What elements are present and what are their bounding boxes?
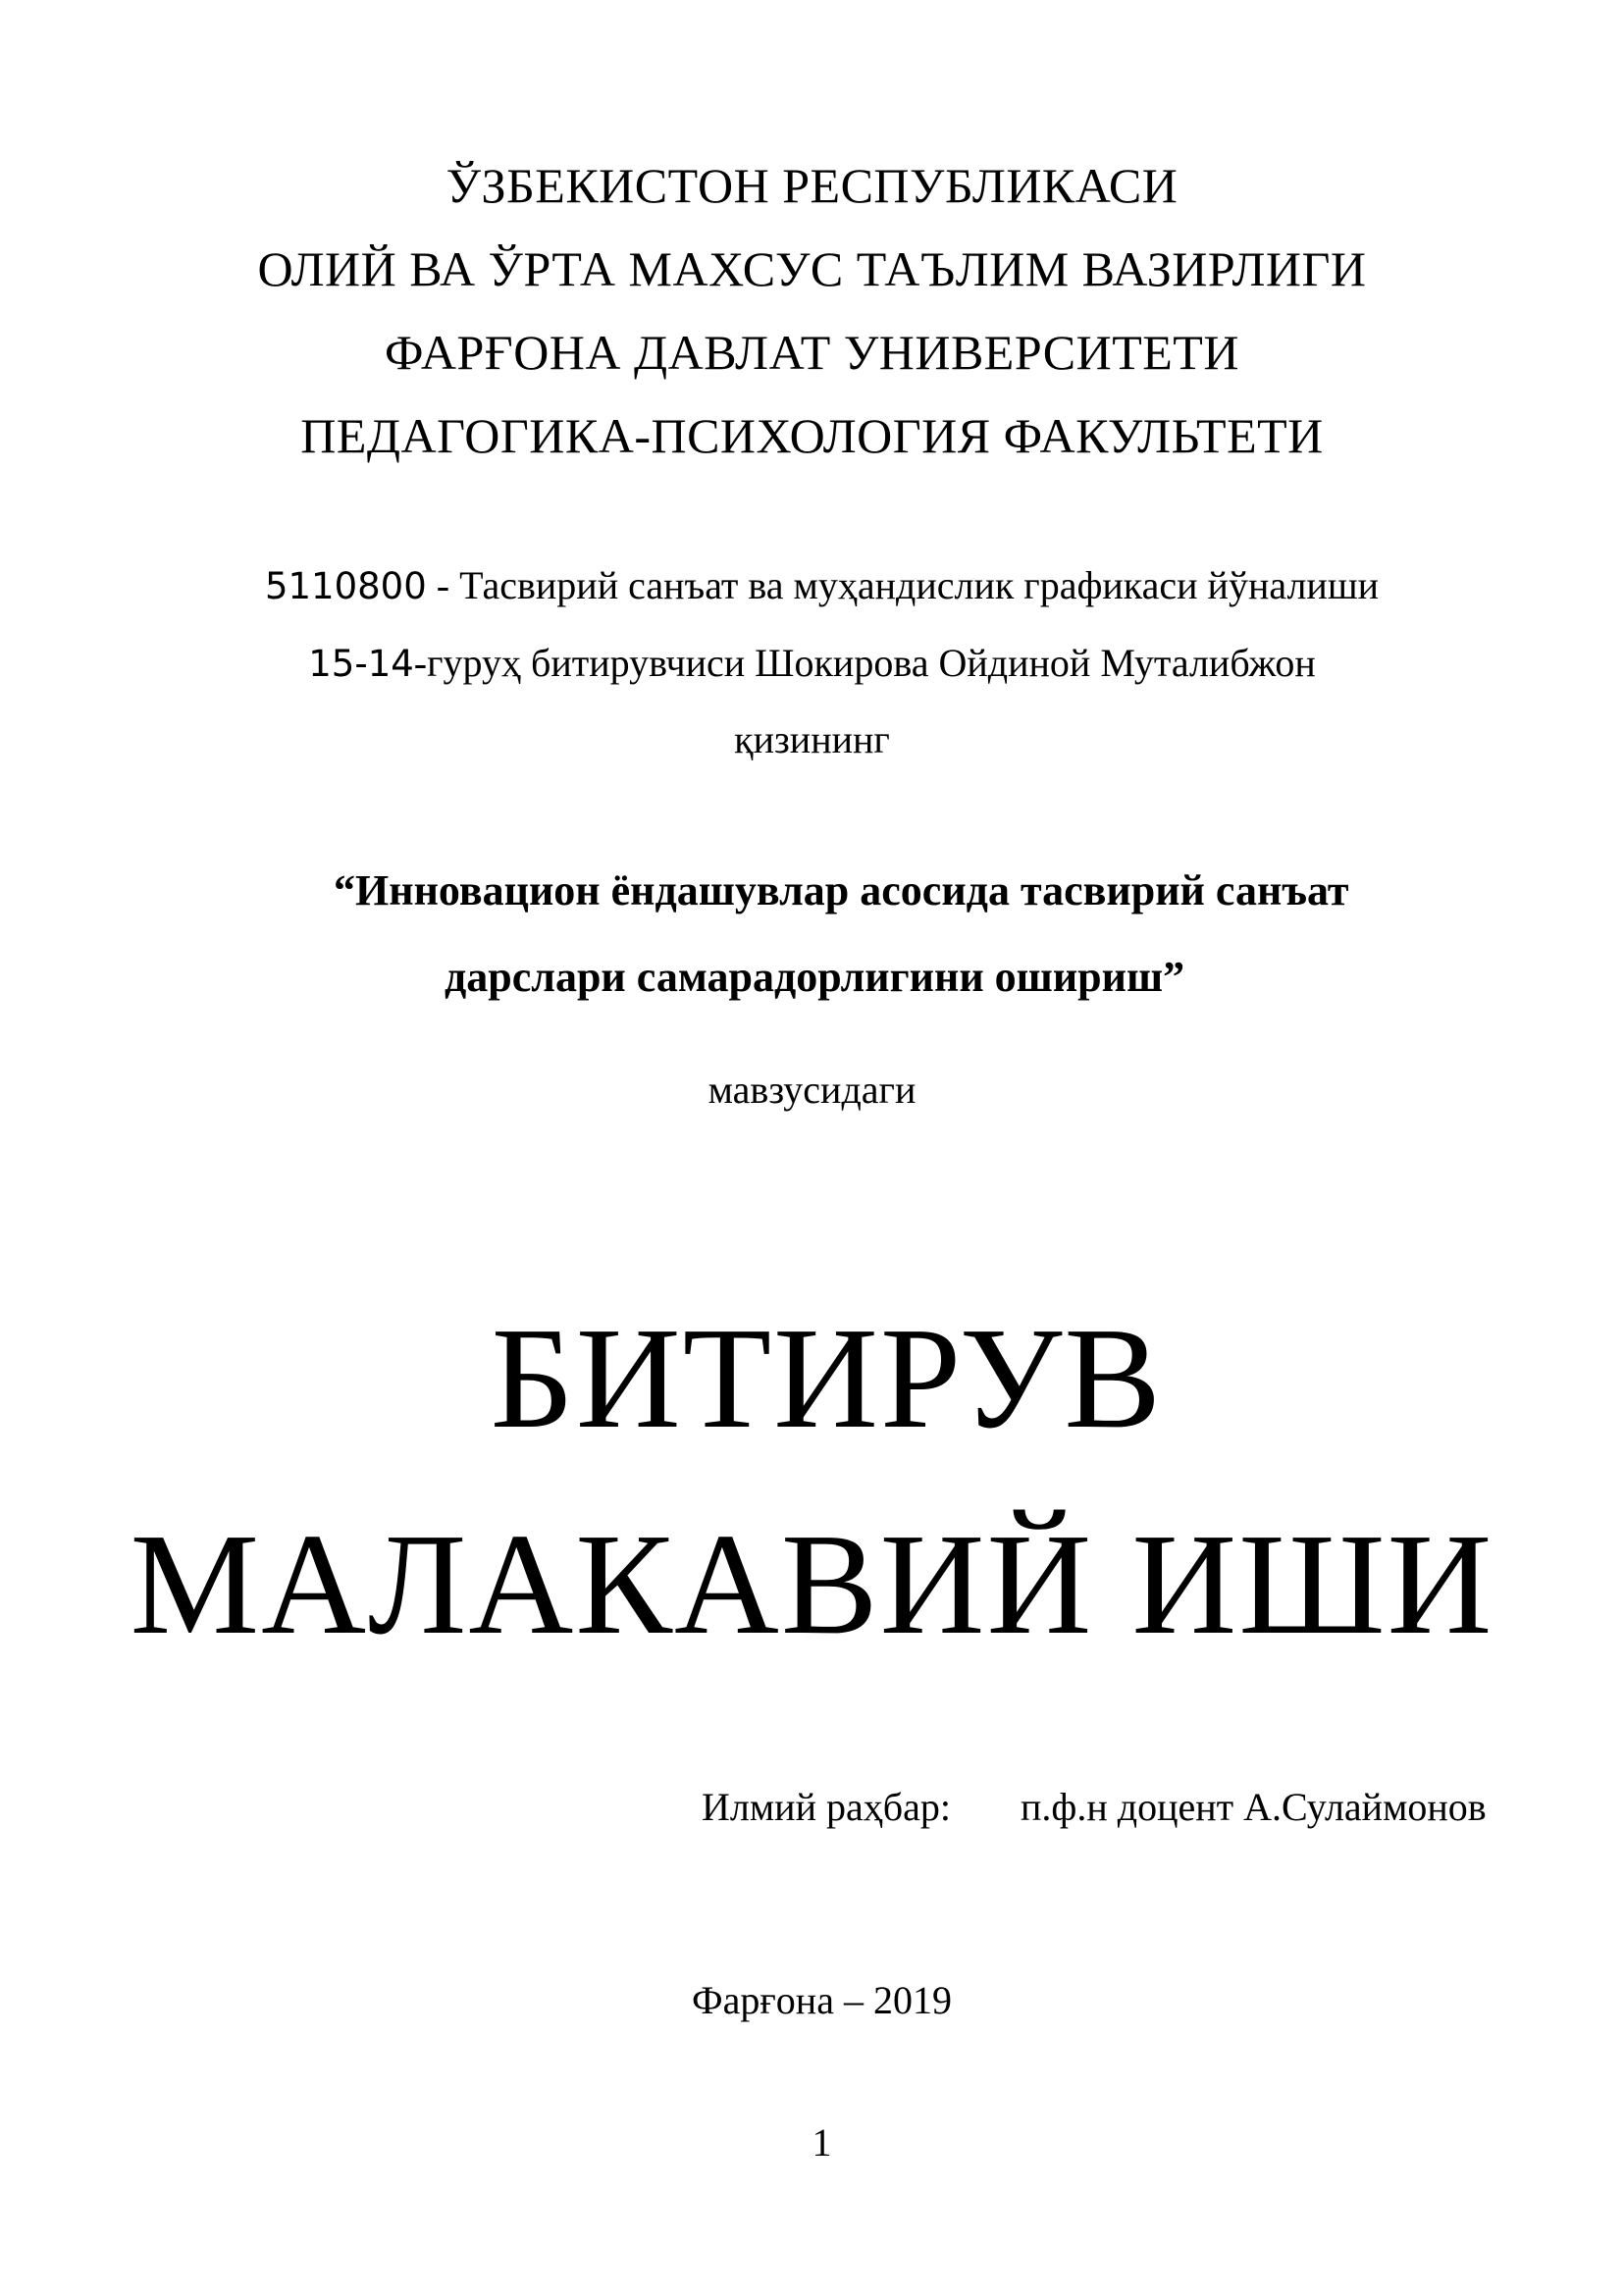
specialty-code: 5110800 [264,565,427,607]
group-code: 15-14 [308,643,414,685]
work-title-line-1: БИТИРУВ [490,1298,1164,1459]
topic-line-1: “Инновацион ёндашувлар асосида тасвирий санъат [334,866,1349,914]
specialty-text: - Тасвирий санъат ва муҳандислик графикаси йўналиши [426,563,1380,607]
supervisor-label: Илмий раҳбар: [702,1785,951,1829]
faculty-title: ПЕДАГОГИКА-ПСИХОЛОГИЯ ФАКУЛЬТЕТИ [300,408,1324,463]
topic-caption: мавзусидаги [707,1068,917,1112]
student-suffix: қизининг [734,717,890,761]
supervisor-name: п.ф.н доцент А.Сулаймонов [1021,1785,1487,1829]
page-number: 1 [812,2120,832,2165]
topic-line-2: дарслари самарадорлигини ошириш” [445,953,1185,1001]
place-year: Фарғона – 2019 [692,1978,952,2022]
group-line [0,640,1624,686]
work-title-line-2: МАЛАКАВИЙ ИШИ [130,1504,1494,1665]
specialty-line [0,562,1624,608]
country-title: ЎЗБЕКИСТОН РЕСПУБЛИКАСИ [445,158,1179,213]
group-text: -гуруҳ битирувчиси Шокирова Ойдиной Муталибжон [413,641,1316,685]
ministry-title: ОЛИЙ ВА ЎРТА МАХСУС ТАЪЛИМ ВАЗИРЛИГИ [257,241,1367,296]
university-title: ФАРҒОНА ДАВЛАТ УНИВЕРСИТЕТИ [385,325,1239,380]
